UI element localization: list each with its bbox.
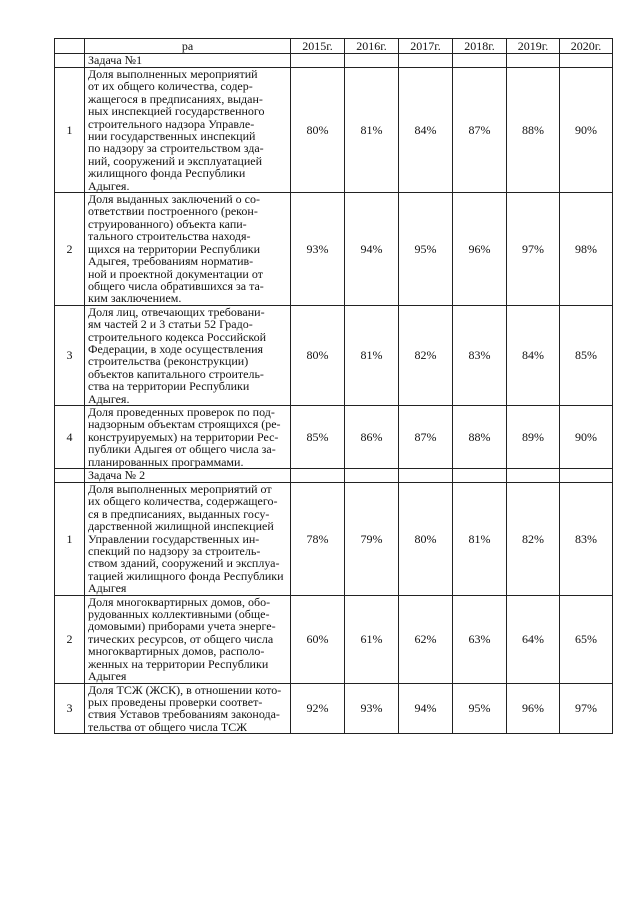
description-line: дарственной жилищной инспекцией xyxy=(88,519,274,534)
task-header-row xyxy=(55,469,613,483)
value-cell: 88% xyxy=(453,405,507,468)
task-empty-cell xyxy=(399,54,453,68)
value-cell: 86% xyxy=(345,405,399,468)
value-cell: 65% xyxy=(560,595,613,683)
task-empty-cell xyxy=(507,469,560,483)
description-line: Доля выданных заключений о со- xyxy=(88,192,260,207)
description-line: тельства от общего числа ТСЖ xyxy=(88,719,247,734)
task-empty-cell xyxy=(399,469,453,483)
description-line: строительного надзора Управле- xyxy=(88,116,255,131)
task-empty-cell xyxy=(453,469,507,483)
description-line: Доля проведенных проверок по под- xyxy=(88,404,275,419)
description-line: рудованных коллективными (обще- xyxy=(88,607,270,622)
task-empty-cell xyxy=(507,54,560,68)
description-line: ством зданий, сооружений и эксплуа- xyxy=(88,556,280,571)
description-line: нии государственных инспекций xyxy=(88,129,256,144)
value-cell: 83% xyxy=(453,305,507,405)
value-cell: 81% xyxy=(345,68,399,193)
description-line: Доля выполненных мероприятий от xyxy=(88,482,272,496)
task-empty-cell xyxy=(291,54,345,68)
indicator-row xyxy=(55,193,613,306)
header-row xyxy=(55,39,613,54)
description-line: ных инспекцией государственного xyxy=(88,104,265,119)
description-line: ким заключением. xyxy=(88,291,182,306)
value-cell: 87% xyxy=(453,68,507,193)
header-name-cell: ра xyxy=(85,39,291,54)
row-number: 2 xyxy=(55,193,85,306)
indicator-row xyxy=(55,595,613,683)
header-year-2018: 2018г. xyxy=(453,39,507,54)
value-cell: 95% xyxy=(399,193,453,306)
description-line: жащегося в предписаниях, выдан- xyxy=(88,91,263,106)
value-cell: 94% xyxy=(345,193,399,306)
value-cell: 81% xyxy=(345,305,399,405)
description-line: их общего количества, содержащего- xyxy=(88,494,278,509)
value-cell: 87% xyxy=(399,405,453,468)
task-num-cell xyxy=(55,54,85,68)
value-cell: 92% xyxy=(291,683,345,734)
description-line: строительного кодекса Российской xyxy=(88,329,266,344)
value-cell: 84% xyxy=(507,305,560,405)
description-line: ства на территории Республики xyxy=(88,379,250,394)
value-cell: 63% xyxy=(453,595,507,683)
task-empty-cell xyxy=(560,469,613,483)
value-cell: 79% xyxy=(345,483,399,596)
description-line: Адыгея xyxy=(88,581,127,596)
description-line: от их общего количества, содер- xyxy=(88,79,253,94)
indicator-row xyxy=(55,405,613,468)
description-line: Адыгея, требованиям норматив- xyxy=(88,254,254,269)
indicator-description xyxy=(85,595,291,683)
header-year-2017: 2017г. xyxy=(399,39,453,54)
description-line: публики Адыгея от общего числа за- xyxy=(88,442,276,457)
description-line: тических ресурсов, от общего числа xyxy=(88,631,274,646)
description-line: ответствии построенного (рекон- xyxy=(88,204,258,219)
description-line: ям частей 2 и 3 статьи 52 Градо- xyxy=(88,317,253,332)
value-cell: 61% xyxy=(345,595,399,683)
table-body xyxy=(55,54,613,734)
indicator-description xyxy=(85,683,291,734)
description-line: Адыгея. xyxy=(88,391,130,406)
description-line: щихся на территории Республики xyxy=(88,241,261,256)
indicator-row xyxy=(55,683,613,734)
value-cell: 89% xyxy=(507,405,560,468)
description-line: домовыми) приборами учета энерге- xyxy=(88,619,276,634)
task-title: Задача № 2 xyxy=(85,469,291,483)
description-line: спекций по надзору за строитель- xyxy=(88,544,261,559)
description-line: Адыгея. xyxy=(88,178,130,193)
value-cell: 82% xyxy=(399,305,453,405)
task-header-row xyxy=(55,54,613,68)
value-cell: 85% xyxy=(291,405,345,468)
description-line: рых проведены проверки соответ- xyxy=(88,694,263,709)
value-cell: 88% xyxy=(507,68,560,193)
description-line: Управлении государственных ин- xyxy=(88,531,260,546)
value-cell: 81% xyxy=(453,483,507,596)
task-empty-cell xyxy=(345,54,399,68)
description-line: тального строительства находя- xyxy=(88,229,251,244)
value-cell: 95% xyxy=(453,683,507,734)
indicator-description xyxy=(85,405,291,468)
description-line: Доля многоквартирных домов, обо- xyxy=(88,594,271,609)
description-line: Доля лиц, отвечающих требовани- xyxy=(88,304,265,319)
value-cell: 64% xyxy=(507,595,560,683)
row-number: 1 xyxy=(55,483,85,596)
description-line: строительства (реконструкции) xyxy=(88,354,249,369)
description-line: Адыгея xyxy=(88,669,127,684)
description-line: по надзору за строительством зда- xyxy=(88,141,264,156)
description-line: многоквартирных домов, располо- xyxy=(88,644,265,659)
indicator-description xyxy=(85,68,291,193)
description-line: жилищного фонда Республики xyxy=(88,166,246,181)
row-number: 3 xyxy=(55,305,85,405)
header-num-cell xyxy=(55,39,85,54)
description-line: струированного) объекта капи- xyxy=(88,216,247,231)
value-cell: 96% xyxy=(507,683,560,734)
header-year-2020: 2020г. xyxy=(560,39,613,54)
value-cell: 93% xyxy=(291,193,345,306)
value-cell: 98% xyxy=(560,193,613,306)
value-cell: 82% xyxy=(507,483,560,596)
indicator-row xyxy=(55,68,613,193)
task-empty-cell xyxy=(560,54,613,68)
value-cell: 80% xyxy=(399,483,453,596)
value-cell: 62% xyxy=(399,595,453,683)
value-cell: 93% xyxy=(345,683,399,734)
description-line: Доля ТСЖ (ЖСК), в отношении кото- xyxy=(88,682,282,697)
value-cell: 96% xyxy=(453,193,507,306)
value-cell: 90% xyxy=(560,405,613,468)
value-cell: 97% xyxy=(507,193,560,306)
header-year-2016: 2016г. xyxy=(345,39,399,54)
value-cell: 80% xyxy=(291,305,345,405)
task-empty-cell xyxy=(291,469,345,483)
description-line: ной и проектной документации от xyxy=(88,266,263,281)
row-number: 2 xyxy=(55,595,85,683)
value-cell: 80% xyxy=(291,68,345,193)
description-line: объектов капитального строитель- xyxy=(88,366,264,381)
row-number: 1 xyxy=(55,68,85,193)
description-line: общего числа обратившихся за та- xyxy=(88,278,264,293)
description-line: Федерации, в ходе осуществления xyxy=(88,341,264,356)
header-year-2019: 2019г. xyxy=(507,39,560,54)
indicator-description xyxy=(85,305,291,405)
value-cell: 97% xyxy=(560,683,613,734)
indicator-row xyxy=(55,305,613,405)
value-cell: 85% xyxy=(560,305,613,405)
description-line: надзорным объектам строящихся (ре- xyxy=(88,417,281,432)
value-cell: 83% xyxy=(560,483,613,596)
value-cell: 90% xyxy=(560,68,613,193)
row-number: 3 xyxy=(55,683,85,734)
value-cell: 84% xyxy=(399,68,453,193)
indicator-description xyxy=(85,193,291,306)
description-line: ний, сооружений и эксплуатацией xyxy=(88,153,263,168)
indicator-description xyxy=(85,483,291,596)
description-line: ся в предписаниях, выданных госу- xyxy=(88,506,270,521)
description-line: конструируемых) на территории Рес- xyxy=(88,429,279,444)
description-line: женных на территории Республики xyxy=(88,656,269,671)
value-cell: 78% xyxy=(291,483,345,596)
value-cell: 94% xyxy=(399,683,453,734)
task-empty-cell xyxy=(345,469,399,483)
description-line: тацией жилищного фонда Республики xyxy=(88,568,284,583)
value-cell: 60% xyxy=(291,595,345,683)
task-title: Задача №1 xyxy=(85,54,291,68)
row-number: 4 xyxy=(55,405,85,468)
description-line: планированных программами. xyxy=(88,454,244,469)
indicator-row xyxy=(55,483,613,596)
task-num-cell xyxy=(55,469,85,483)
description-line: Доля выполненных мероприятий xyxy=(88,67,258,81)
indicators-table xyxy=(54,38,613,734)
description-line: ствия Уставов требованиям законода- xyxy=(88,707,280,722)
header-year-2015: 2015г. xyxy=(291,39,345,54)
task-empty-cell xyxy=(453,54,507,68)
